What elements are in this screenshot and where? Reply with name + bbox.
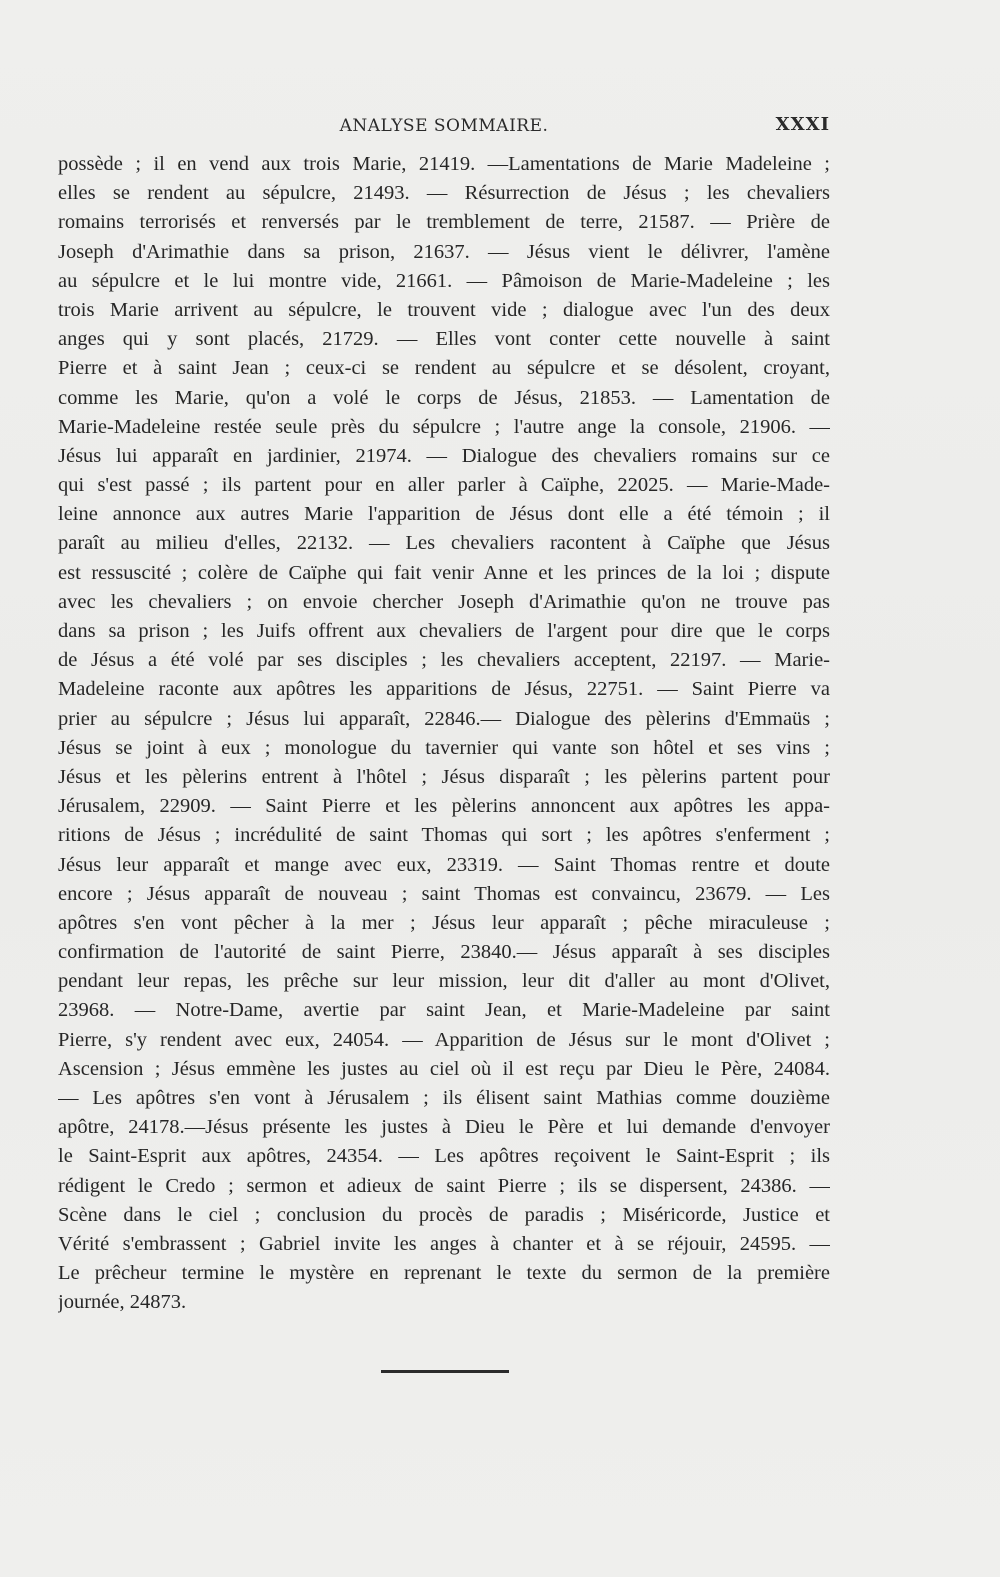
text-line: dans sa prison ; les Juifs offrent aux chevaliers de l'argent pour dire que le corps [58,620,830,642]
text-line: avec les chevaliers ; on envoie chercher Joseph d'Arimathie qu'on ne trouve pas [58,590,830,613]
text-line: anges qui y sont placés, 21729. — Elles vont conter cette nouvelle à saint [58,328,830,351]
text-line: Marie-Madeleine restée seule près du sépulcre ; l'autre ange la console, 21906. — [58,415,830,438]
text-line: Ascension ; Jésus emmène les justes au ciel où il est reçu par Dieu le Père, 24084. [58,1057,830,1080]
closing-rule [381,1370,509,1373]
text-line: romains terrorisés et renversés par le tremblement de terre, 21587. — Prière de [58,211,830,234]
text-line: Pierre, s'y rendent avec eux, 24054. — Apparition de Jésus sur le mont d'Olivet ; [58,1028,830,1051]
text-line: le Saint-Esprit aux apôtres, 24354. — Les apôtres reçoivent le Saint-Esprit ; ils [58,1145,830,1168]
text-line: Jésus et les pèlerins entrent à l'hôtel ; Jésus disparaît ; les pèlerins partent pour [58,765,830,788]
text-line: Jésus leur apparaît et mange avec eux, 23319. — Saint Thomas rentre et doute [58,853,830,876]
text-line: rédigent le Credo ; sermon et adieux de saint Pierre ; ils se dispersent, 24386. — [58,1174,830,1197]
text-line: leine annonce aux autres Marie l'apparition de Jésus dont elle a été témoin ; il [58,503,830,526]
text-line: 23968. — Notre-Dame, avertie par saint Jean, et Marie-Madeleine par saint [58,999,830,1022]
text-line: de Jésus a été volé par ses disciples ; les chevaliers acceptent, 22197. — Marie- [58,649,830,672]
page-header [58,112,830,142]
running-title: ANALYSE SOMMAIRE. [339,116,549,136]
text-line: Le prêcheur termine le mystère en reprenant le texte du sermon de la première [58,1262,830,1285]
text-line: Jérusalem, 22909. — Saint Pierre et les pèlerins annoncent aux apôtres les appa- [58,795,830,818]
text-line: Madeleine raconte aux apôtres les apparitions de Jésus, 22751. — Saint Pierre va [58,678,830,701]
text-line: — Les apôtres s'en vont à Jérusalem ; ils élisent saint Mathias comme douzième [58,1087,830,1109]
page-number: XXXI [775,114,830,135]
text-line: Jésus se joint à eux ; monologue du tavernier qui vante son hôtel et ses vins ; [58,736,830,759]
summary-paragraph [58,150,830,1318]
text-line: confirmation de l'autorité de saint Pierre, 23840.— Jésus apparaît à ses disciples [58,941,830,964]
text-line: qui s'est passé ; ils partent pour en aller parler à Caïphe, 22025. — Marie-Made- [58,474,830,497]
text-line: paraît au milieu d'elles, 22132. — Les chevaliers racontent à Caïphe que Jésus [58,532,830,555]
text-line: ritions de Jésus ; incrédulité de saint Thomas qui sort ; les apôtres s'enferment ; [58,824,830,847]
text-line: apôtre, 24178.—Jésus présente les justes à Dieu le Père et lui demande d'envoyer [58,1116,830,1139]
text-line: Vérité s'embrassent ; Gabriel invite les anges à chanter et à se réjouir, 24595. — [58,1232,830,1255]
text-line: est ressuscité ; colère de Caïphe qui fait venir Anne et les princes de la loi ; dispute [58,561,830,584]
text-line: comme les Marie, qu'on a volé le corps de Jésus, 21853. — Lamentation de [58,386,830,409]
text-line: Jésus lui apparaît en jardinier, 21974. — Dialogue des chevaliers romains sur ce [58,444,830,467]
text-line: journée, 24873. [58,1291,187,1314]
text-line: elles se rendent au sépulcre, 21493. — Résurrection de Jésus ; les chevaliers [58,182,830,205]
text-line: Scène dans le ciel ; conclusion du procès de paradis ; Miséricorde, Justice et [58,1203,830,1226]
text-line: au sépulcre et le lui montre vide, 21661. — Pâmoison de Marie-Madeleine ; les [58,269,830,292]
text-line: apôtres s'en vont pêcher à la mer ; Jésus leur apparaît ; pêche miraculeuse ; [58,911,830,934]
text-line: prier au sépulcre ; Jésus lui apparaît, 22846.— Dialogue des pèlerins d'Emmaüs ; [58,707,830,730]
text-line: possède ; il en vend aux trois Marie, 21419. —Lamentations de Marie Madeleine ; [58,153,830,175]
text-line: pendant leur repas, les prêche sur leur mission, leur dit d'aller au mont d'Olivet, [58,970,830,993]
text-line: encore ; Jésus apparaît de nouveau ; saint Thomas est convaincu, 23679. — Les [58,882,830,905]
text-line: trois Marie arrivent au sépulcre, le trouvent vide ; dialogue avec l'un des deux [58,298,830,321]
text-line: Joseph d'Arimathie dans sa prison, 21637. — Jésus vient le délivrer, l'amène [58,240,830,263]
text-line: Pierre et à saint Jean ; ceux-ci se rendent au sépulcre et se désolent, croyant, [58,357,830,380]
